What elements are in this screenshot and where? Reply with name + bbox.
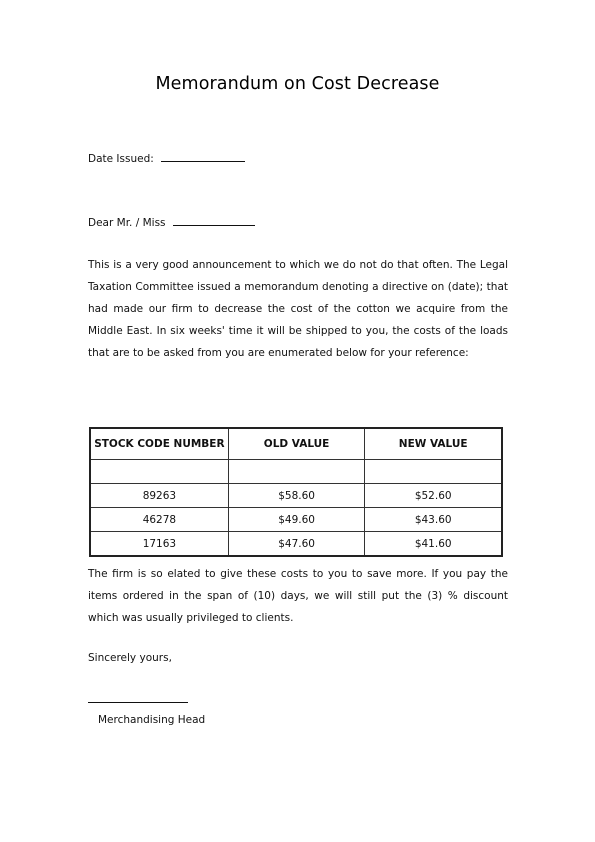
memo-title: Memorandum on Cost Decrease xyxy=(155,74,440,94)
header-new-value: NEW VALUE xyxy=(365,428,502,460)
cell-stock-code: 89263 xyxy=(90,484,228,508)
table-row xyxy=(90,460,502,484)
date-issued-label: Date Issued: xyxy=(88,153,154,165)
date-issued-line xyxy=(88,152,245,166)
cell-old-value: $58.60 xyxy=(228,484,365,508)
closing-paragraph: The firm is so elated to give these costs to you to save more. If you pay the items ordered in the span of (10) days, we will still put the (3) % discount which was usually privileged to clients. xyxy=(88,568,508,624)
cell-new-value: $43.60 xyxy=(365,508,502,532)
table-row xyxy=(90,508,502,532)
cell-new-value: $52.60 xyxy=(365,484,502,508)
recipient-name-blank xyxy=(173,216,255,226)
stock-price-table xyxy=(89,427,503,557)
table-header-row xyxy=(90,428,502,460)
intro-paragraph: This is a very good announcement to which we do not do that often. The Legal Taxation Committee issued a memorandum denoting a directive on (date); that had made our firm to decrease the cost of the cotton we acquire from the Middle East. In six weeks' time it will be shipped to you, the costs of the loads that are to be asked from you are enumerated below for your reference: xyxy=(88,259,508,359)
cell-old-value: $49.60 xyxy=(228,508,365,532)
cell-old-value xyxy=(228,460,365,484)
cell-old-value: $47.60 xyxy=(228,532,365,557)
table-row xyxy=(90,484,502,508)
header-old-value: OLD VALUE xyxy=(228,428,365,460)
cell-new-value: $41.60 xyxy=(365,532,502,557)
salutation-line xyxy=(88,216,255,230)
header-stock-code: STOCK CODE NUMBER xyxy=(90,428,228,460)
signature-title: Merchandising Head xyxy=(98,714,206,726)
cell-stock-code: 17163 xyxy=(90,532,228,557)
signature-line xyxy=(88,702,188,703)
cell-stock-code xyxy=(90,460,228,484)
salutation-text: Dear Mr. / Miss xyxy=(88,217,166,229)
table-row xyxy=(90,532,502,557)
date-blank xyxy=(161,152,245,162)
signoff-text: Sincerely yours, xyxy=(88,652,172,664)
cell-stock-code: 46278 xyxy=(90,508,228,532)
cell-new-value xyxy=(365,460,502,484)
